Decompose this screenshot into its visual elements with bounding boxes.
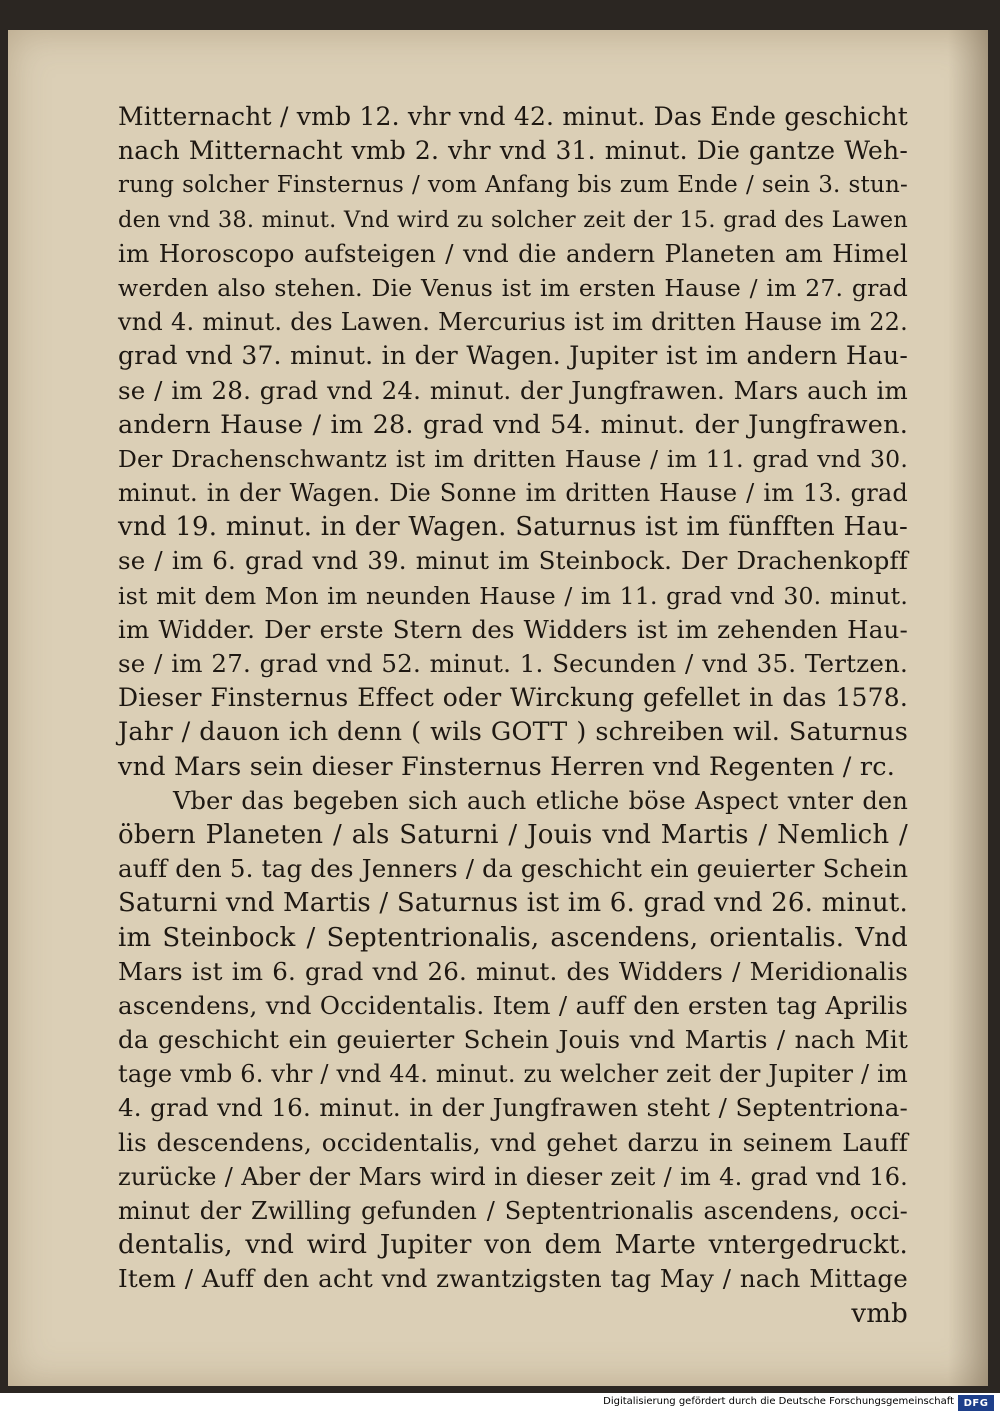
text-line: Mitternacht / vmb 12. vhr vnd 42. minut. Das Ende geschicht	[118, 102, 908, 131]
text-line: rung solcher Finsternus / vom Anfang bis zum Ende / sein 3. stun-	[118, 172, 908, 199]
text-line: Dieser Finsternus Effect oder Wirckung gefellet in das 1578.	[118, 683, 908, 713]
text-block	[118, 100, 908, 1331]
page	[8, 30, 988, 1386]
text-line: nach Mitternacht vmb 2. vhr vnd 31. minut. Die gantze Weh-	[118, 136, 908, 166]
text-line: ascendens, vnd Occidentalis. Item / auff den ersten tag Aprilis	[118, 990, 908, 1020]
text-line: Der Drachenschwantz ist im dritten Hause / im 11. grad vnd 30.	[118, 444, 908, 473]
catchword: vmb	[851, 1298, 908, 1329]
text-line: Jahr / dauon ich denn ( wils GOTT ) schreiben wil. Saturnus	[118, 717, 908, 748]
text-line: minut. in der Wagen. Die Sonne im dritten Hause / im 13. grad	[118, 479, 908, 508]
text-line: zurücke / Aber der Mars wird in dieser zeit / im 4. grad vnd 16.	[118, 1162, 908, 1191]
text-line: se / im 27. grad vnd 52. minut. 1. Secunden / vnd 35. Tertzen.	[118, 649, 908, 678]
funding-credit: Digitalisierung gefördert durch die Deutsche Forschungsgemeinschaft	[603, 1396, 954, 1407]
text-line: tage vmb 6. vhr / vnd 44. minut. zu welcher zeit der Jupiter / im	[118, 1060, 908, 1089]
text-line: den vnd 38. minut. Vnd wird zu solcher zeit der 15. grad des Lawen	[118, 206, 908, 233]
text-line: 4. grad vnd 16. minut. in der Jungfrawen steht / Septentriona-	[118, 1093, 908, 1123]
page-edge-shadow	[948, 30, 988, 1386]
text-line: se / im 28. grad vnd 24. minut. der Jungfrawen. Mars auch im	[118, 375, 908, 405]
text-line: vnd 4. minut. des Lawen. Mercurius ist im dritten Hause im 22.	[118, 308, 908, 337]
text-line: dentalis, vnd wird Jupiter von dem Marte vntergedruckt.	[118, 1230, 908, 1261]
text-line: lis descendens, occidentalis, vnd gehet darzu in seinem Lauff	[118, 1127, 908, 1157]
text-line: werden also stehen. Die Venus ist im ersten Hause / im 27. grad	[118, 273, 908, 302]
text-line: öbern Planeten / als Saturni / Jouis vnd Martis / Nemlich /	[118, 819, 908, 850]
text-line: se / im 6. grad vnd 39. minut im Steinbock. Der Drachenkopff	[118, 546, 908, 576]
text-line: vnd 19. minut. in der Wagen. Saturnus ist im fünfften Hau-	[118, 512, 908, 543]
text-line: im Horoscopo aufsteigen / vnd die andern Planeten am Himel	[118, 238, 908, 268]
text-line: auff den 5. tag des Jenners / da geschicht ein geuierter Schein	[118, 854, 909, 884]
text-line: da geschicht ein geuierter Schein Jouis vnd Martis / nach Mit	[118, 1025, 908, 1055]
text-line: im Steinbock / Septentrionalis, ascendens, orientalis. Vnd	[118, 922, 908, 953]
text-line: ist mit dem Mon im neunden Hause / im 11. grad vnd 30. minut.	[118, 581, 908, 610]
text-line: Mars ist im 6. grad vnd 26. minut. des Widders / Meridionalis	[118, 956, 908, 986]
text-line: vnd Mars sein dieser Finsternus Herren vnd Regenten / rc.	[118, 751, 896, 782]
text-line: minut der Zwilling gefunden / Septentrionalis ascendens, occi-	[118, 1197, 908, 1225]
footer-bar	[0, 1393, 1000, 1414]
text-line: grad vnd 37. minut. in der Wagen. Jupiter ist im andern Hau-	[118, 341, 908, 371]
text-line: Saturni vnd Martis / Saturnus ist im 6. grad vnd 26. minut.	[118, 888, 908, 919]
text-line: im Widder. Der erste Stern des Widders ist im zehenden Hau-	[118, 614, 908, 644]
dfg-logo-icon: DFG	[958, 1395, 994, 1411]
text-line: Item / Auff den acht vnd zwantzigsten tag May / nach Mittage	[118, 1264, 908, 1294]
paragraph-start-line: Vber das begeben sich auch etliche böse Aspect vnter den	[173, 786, 908, 815]
text-line: andern Hause / im 28. grad vnd 54. minut. der Jungfrawen.	[118, 409, 908, 440]
